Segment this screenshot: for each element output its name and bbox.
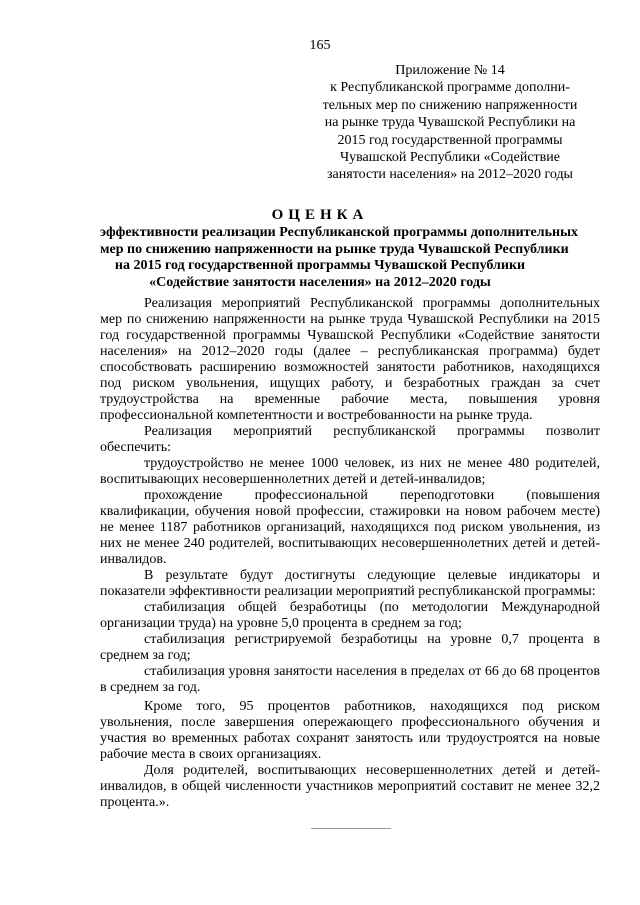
body-text <box>100 296 600 811</box>
appendix-line: Чувашской Республики «Содействие <box>340 150 560 166</box>
subtitle-line: мер по снижению напряженности на рынке труда Чувашской Республики <box>100 241 569 257</box>
document-title: ОЦЕНКА <box>271 207 369 223</box>
paragraph: трудоустройство не менее 1000 человек, из них не менее 480 родителей, воспитывающих несовершеннолетних детей и детей-инвалидов; <box>100 456 600 487</box>
subtitle-line: на 2015 год государственной программы Чувашской Республики <box>114 258 526 273</box>
paragraph: Кроме того, 95 процентов работников, находящихся под риском увольнения, после завершения опережающего профессионального обучения и участия во временных работах сохранят занятость или трудоустроятся на новые рабочие места в своих организациях. <box>100 699 600 762</box>
appendix-line: на рынке труда Чувашской Республики на <box>324 115 576 131</box>
paragraph: прохождение профессиональной переподготовки (повышения квалификации, обучения новой профессии, стажировки на новом рабочем месте) не менее 1187 работников организаций, находящихся под риском увольнения, из них не менее 240 родителей, воспитывающих несовершеннолетних детей и детей-инвалидов. <box>100 488 600 567</box>
paragraph: Реализация мероприятий Республиканской программы дополнительных мер по снижению напряженности на рынке труда Чувашской Республики на 2015 год государственной программы Чувашской Республики «Содействие занятости населения» на 2012–2020 годы (далее – республиканская программа) будет способствовать расширению возможностей занятости работников, находящихся под риском увольнения, ищущих работу, и безработных граждан за счет трудоустройства на временные рабочие места, повышения уровня профессиональной компетентности и востребованности на рынке труда. <box>100 296 600 423</box>
paragraph: стабилизация уровня занятости населения в пределах от 66 до 68 процентов в среднем за год. <box>100 664 600 695</box>
subtitle-line: эффективности реализации Республиканской программы дополнительных <box>100 225 579 240</box>
document-title-block <box>100 205 579 291</box>
appendix-line: Приложение № 14 <box>395 63 505 78</box>
subtitle-line: «Содействие занятости населения» на 2012–2020 годы <box>149 274 491 290</box>
paragraph: Доля родителей, воспитывающих несовершеннолетних детей и детей-инвалидов, в общей численности участников мероприятий составит не менее 32,2 процента.». <box>100 763 600 810</box>
appendix-line: занятости населения» на 2012–2020 годы <box>327 167 573 183</box>
page-number: 165 <box>309 38 331 53</box>
paragraph: В результате будут достигнуты следующие целевые индикаторы и показатели эффективности реализации мероприятий республиканской программы: <box>100 568 600 599</box>
paragraph: стабилизация регистрируемой безработицы на уровне 0,7 процента в среднем за год; <box>100 632 600 663</box>
document-subtitle <box>100 225 579 291</box>
end-divider <box>311 828 391 829</box>
appendix-line: к Республиканской программе дополни- <box>330 80 570 96</box>
paragraph: стабилизация общей безработицы (по методологии Международной организации труда) на уровне 5,0 процента в среднем за год; <box>100 600 600 631</box>
appendix-line: 2015 год государственной программы <box>337 132 563 148</box>
paragraph: Реализация мероприятий республиканской программы позволит обеспечить: <box>100 424 600 455</box>
appendix-line: тельных мер по снижению напряженности <box>322 97 578 113</box>
appendix-heading <box>300 62 600 184</box>
